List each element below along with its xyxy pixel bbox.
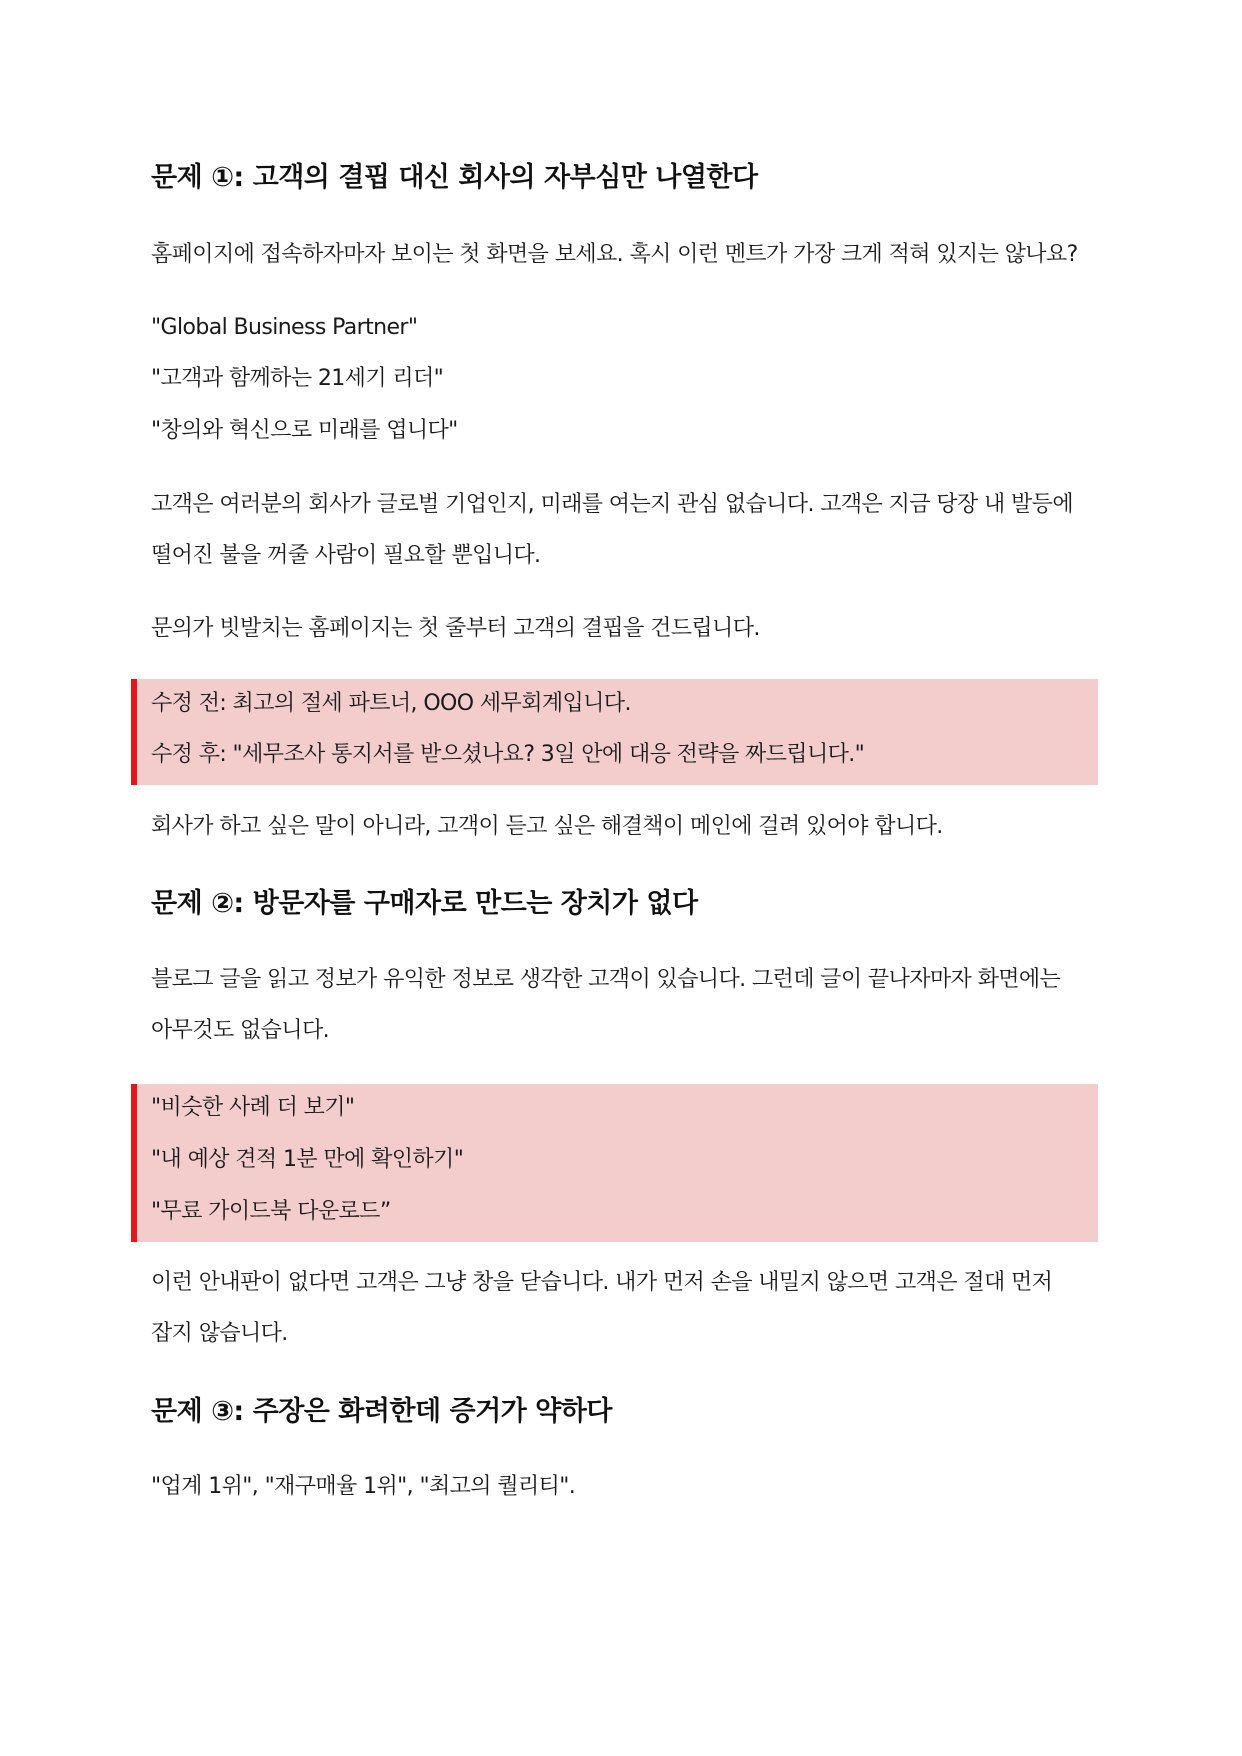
section3-heading: 문제 ③: 주장은 화려한데 증거가 약하다 (151, 1396, 612, 1427)
section1-heading: 문제 ①: 고객의 결핍 대신 회사의 자부심만 나열한다 (151, 162, 758, 193)
section2-paragraph-line-1: 블로그 글을 읽고 정보가 유익한 정보로 생각한 고객이 있습니다. 그런데 글이 끝나자마자 화면에는 (151, 967, 1061, 992)
section1-paragraph-3: 문의가 빗발치는 홈페이지는 첫 줄부터 고객의 결핍을 건드립니다. (151, 616, 760, 641)
section2-closing-line-2: 잡지 않습니다. (151, 1321, 288, 1346)
section2-closing-line-1: 이런 안내판이 없다면 고객은 그냥 창을 닫습니다. 내가 먼저 손을 내밀지 않으면 고객은 절대 먼저 (151, 1270, 1053, 1295)
callout-before-after (131, 679, 1098, 785)
section3-paragraph: "업계 1위", "재구매율 1위", "최고의 퀄리티". (151, 1474, 576, 1499)
quote-2: "고객과 함께하는 21세기 리더" (151, 366, 444, 391)
section1-paragraph-line-1: 고객은 여러분의 회사가 글로벌 기업인지, 미래를 여는지 관심 없습니다. 고객은 지금 당장 내 발등에 (151, 492, 1073, 517)
callout-cta-examples (131, 1084, 1098, 1242)
section1-paragraph-line-2: 떨어진 불을 꺼줄 사람이 필요할 뿐입니다. (151, 543, 541, 568)
section2-heading: 문제 ②: 방문자를 구매자로 만드는 장치가 없다 (151, 888, 698, 919)
section2-paragraph-line-2: 아무것도 없습니다. (151, 1018, 330, 1043)
quote-1: "Global Business Partner" (151, 315, 418, 340)
section1-closing: 회사가 하고 싶은 말이 아니라, 고객이 듣고 싶은 해결책이 메인에 걸려 있어야 합니다. (151, 814, 943, 839)
callout-cta-2: "내 예상 견적 1분 만에 확인하기" (151, 1147, 464, 1172)
callout-before-line: 수정 전: 최고의 절세 파트너, OOO 세무회계입니다. (151, 691, 631, 716)
callout-cta-1: "비슷한 사례 더 보기" (151, 1095, 355, 1120)
quote-3: "창의와 혁신으로 미래를 엽니다" (151, 418, 458, 443)
callout-after-line: 수정 후: "세무조사 통지서를 받으셨나요? 3일 안에 대응 전략을 짜드립니다." (151, 742, 865, 767)
section1-intro: 홈페이지에 접속하자마자 보이는 첫 화면을 보세요. 혹시 이런 멘트가 가장 크게 적혀 있지는 않나요? (151, 242, 1078, 267)
callout-cta-3: "무료 가이드북 다운로드” (151, 1199, 391, 1224)
